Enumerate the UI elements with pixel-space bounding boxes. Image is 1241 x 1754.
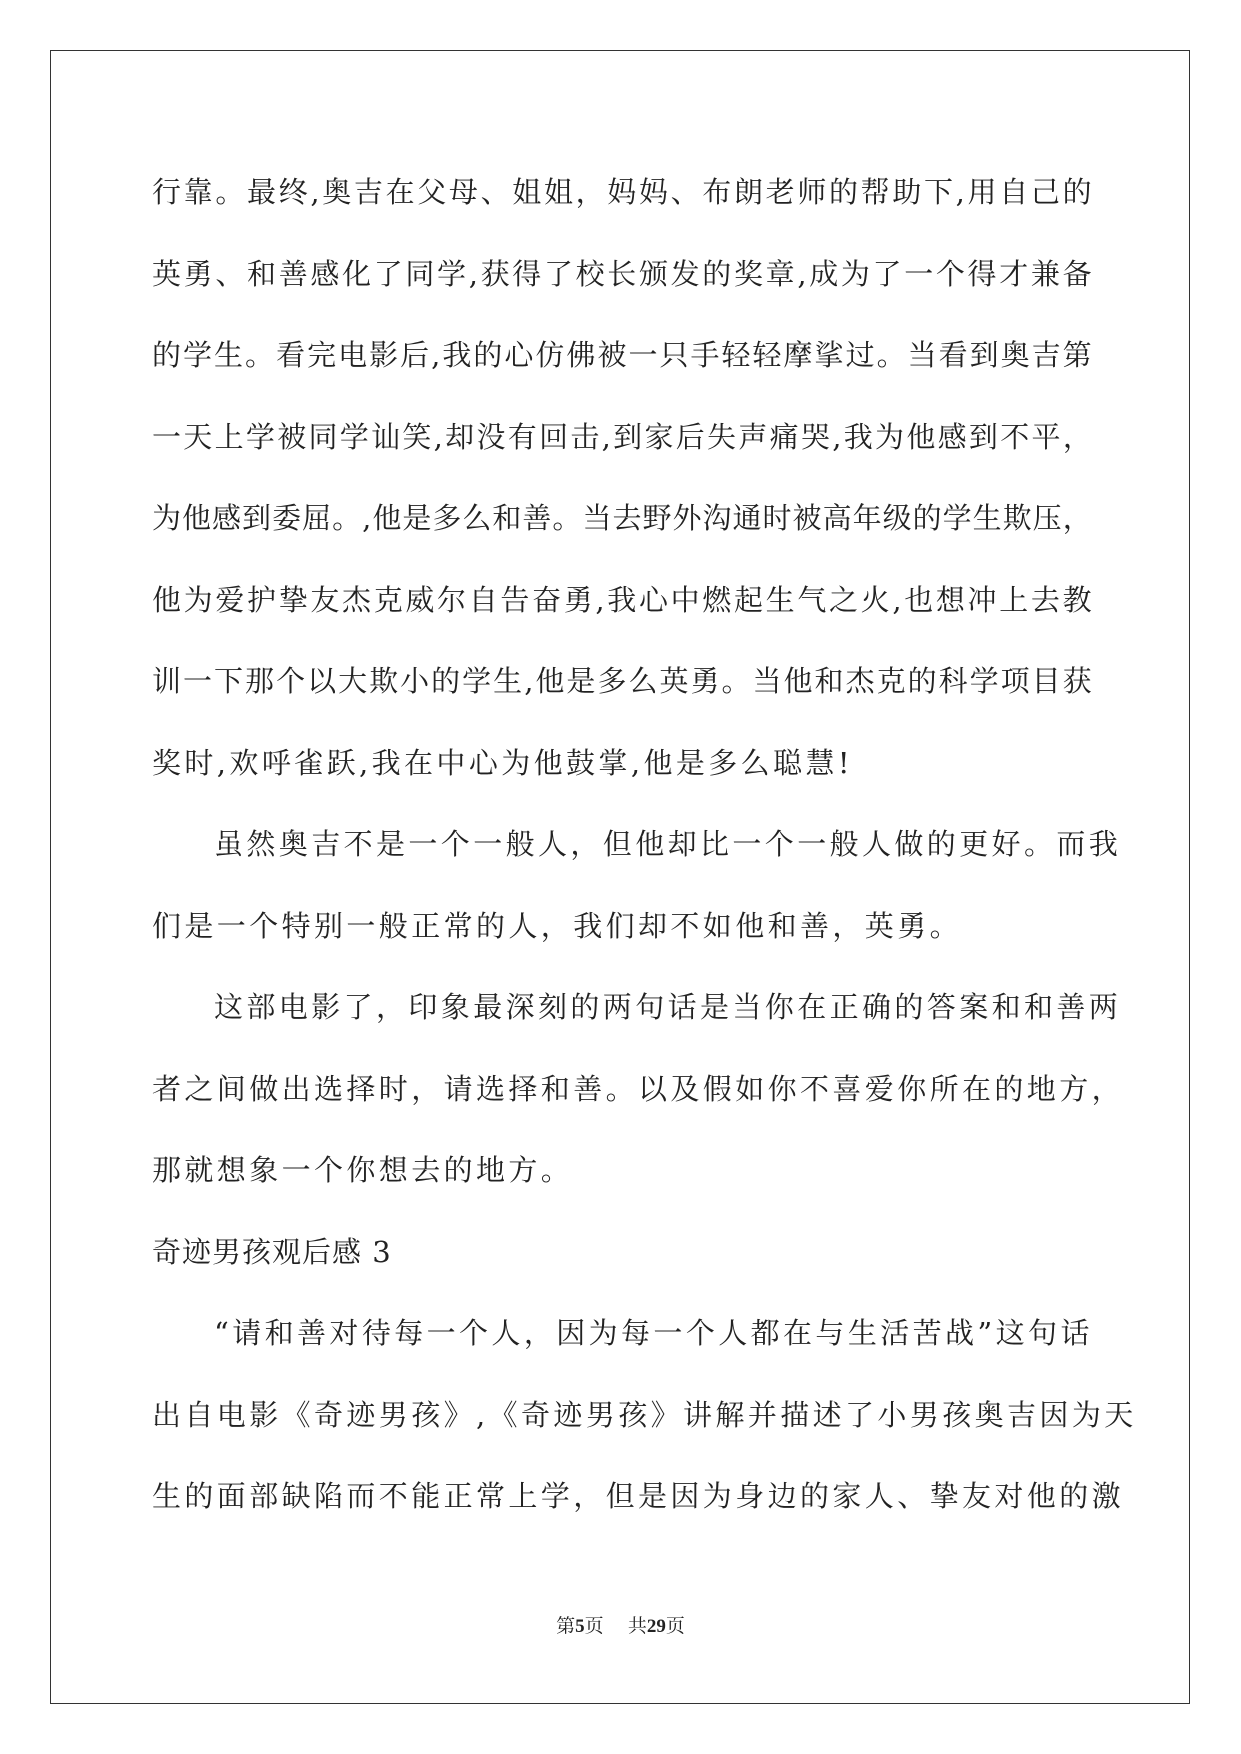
section-heading: 奇迹男孩观后感 3 [152, 1234, 392, 1269]
text-line: 奖时,欢呼雀跃,我在中心为他鼓掌,他是多么聪慧! [152, 745, 853, 780]
total-suffix: 页 [665, 1615, 685, 1637]
text-line: 为 他 感 到 委 屈 。 , 他 是 多 么 和 善 。 当 去 野 外 沟 通 时 被 高 年 级 的 学 生 欺 压 ， [152, 501, 1092, 535]
text-line: 行 靠 。 最 终 , 奥 吉 在 父 母 、 姐 姐 ， 妈 妈 、 布 朗 老 师 的 帮 助 下 , 用 自 己 的 [152, 175, 1092, 209]
text-line: 者之间做出选择时，请选择和善。以及假如你不喜爱你所在的地方， [152, 1071, 1125, 1106]
text-line: 的 学 生 。 看 完 电 影 后 , 我 的 心 仿 佛 被 一 只 手 轻 轻 摩 挲 过 。 当 看 到 奥 吉 第 [152, 338, 1092, 372]
page-number: 5 [575, 1616, 585, 1637]
text-line: 们是一个特别一般正常的人，我们却不如他和善，英勇。 [152, 908, 963, 943]
text-line: 一 天 上 学 被 同 学 讪 笑 , 却 没 有 回 击 , 到 家 后 失 声 痛 哭 , 我 为 他 感 到 不 平 ， [152, 419, 1092, 454]
text-line: 出自电影《奇迹男孩》,《奇迹男孩》讲解并描述了小男孩奥吉因为天 [152, 1397, 1137, 1432]
page-suffix: 页 [584, 1615, 604, 1637]
total-pages: 29 [646, 1616, 666, 1637]
paragraph-start: 这部电影了，印象最深刻的两句话是当你在正确的答案和和善两 [214, 990, 1122, 1024]
text-line: 那就想象一个你想去的地方。 [152, 1153, 574, 1187]
page-footer [0, 1611, 1241, 1638]
text-line: 英 勇 、 和 善 感 化 了 同 学 , 获 得 了 校 长 颁 发 的 奖 章 , 成 为 了 一 个 得 才 兼 备 [152, 256, 1092, 291]
text-line: 他 为 爱 护 挚 友 杰 克 威 尔 自 告 奋 勇 , 我 心 中 燃 起 生 气 之 火 , 也 想 冲 上 去 教 [152, 582, 1092, 617]
document-body [152, 160, 1137, 1546]
text-line: 训 一 下 那 个 以 大 欺 小 的 学 生 , 他 是 多 么 英 勇 。 当 他 和 杰 克 的 科 学 项 目 获 [152, 664, 1092, 698]
paragraph-start: 虽然奥吉不是一个一般人，但他却比一个一般人做的更好。而我 [214, 827, 1122, 861]
text-line: 生的面部缺陷而不能正常上学，但是因为身边的家人、挚友对他的激 [152, 1479, 1125, 1513]
total-prefix: 共 [627, 1615, 647, 1637]
paragraph-start: “请和善对待每一个人，因为每一个人都在与生活苦战”这句话 [214, 1316, 1093, 1350]
page-prefix: 第 [556, 1615, 576, 1637]
